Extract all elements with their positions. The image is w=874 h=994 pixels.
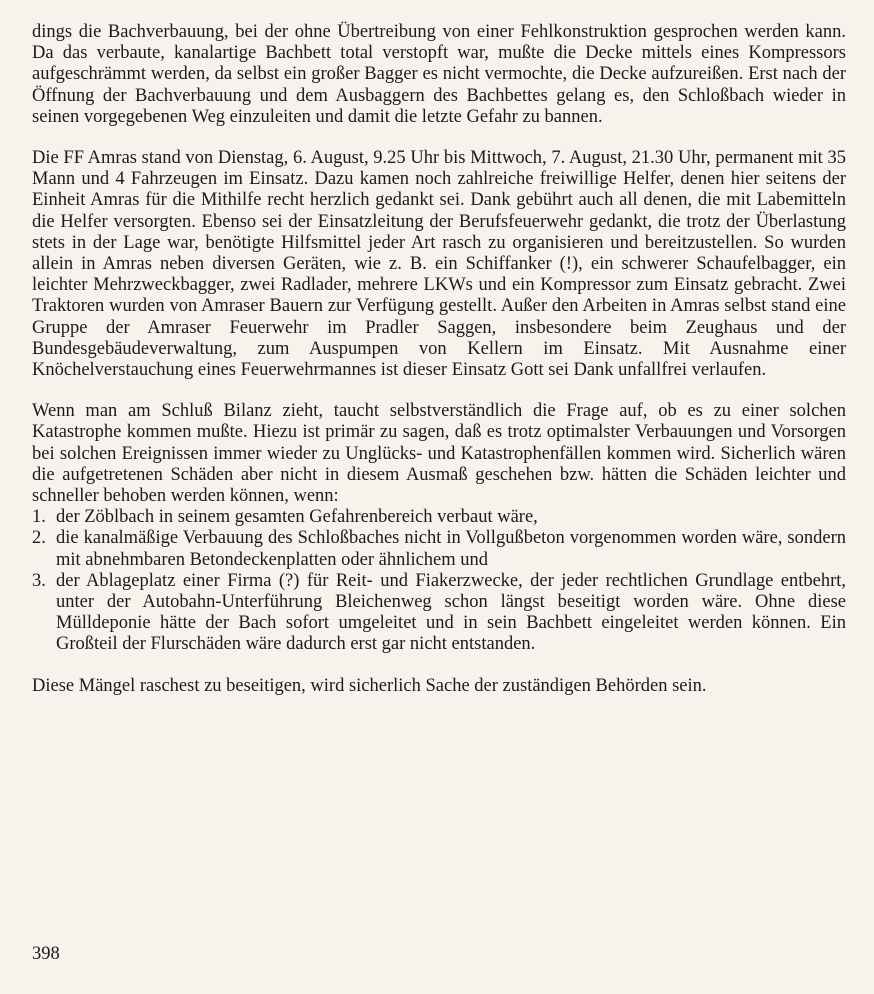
list-text: die kanalmäßige Verbauung des Schloßbaches nicht in Vollgußbeton vorgenommen worden wäre, sondern mit abnehmbaren Betondeckenplatten oder ähnlichem und — [56, 528, 846, 570]
list-text: der Zöblbach in seinem gesamten Gefahrenbereich verbaut wäre, — [56, 507, 538, 528]
document-page — [32, 22, 846, 697]
list-item — [32, 570, 846, 656]
list-number: 2. — [32, 528, 46, 549]
paragraph-ff-amras: Die FF Amras stand von Dienstag, 6. August, 9.25 Uhr bis Mittwoch, 7. August, 21.30 Uhr, permanent mit 35 Mann und 4 Fahrzeugen im Einsatz. Dazu kamen noch zahlreiche freiwillige Helfer, denen hier seitens der Einheit Amras für die Mithilfe recht herzlich gedankt sei. Dank gebührt auch all denen, die mit Labemitteln die Helfer versorgten. Ebenso sei der Einsatzleitung der Berufsfeuerwehr gedankt, die trotz der Überlastung stets in der Lage war, benötigte Hilfsmittel jeder Art rasch zu organisieren und bereitzustellen. So wurden allein in Amras neben diversen Geräten, wie z. B. ein Schiffanker (!), ein schwerer Schaufelbagger, ein leichter Mehrzweckbagger, zwei Radlader, mehrere LKWs und ein Kompressor zum Einsatz gebracht. Zwei Traktoren wurden von Amraser Bauern zur Verfügung gestellt. Außer den Arbeiten in Amras selbst stand eine Gruppe der Amraser Feuerwehr im Pradler Saggen, insbesondere beim Zeughaus und der Bundesgebäudeverwaltung, zum Auspumpen von Kellern im Einsatz. Mit Ausnahme einer Knöchelverstauchung eines Feuerwehrmannes ist dieser Einsatz Gott sei Dank unfallfrei verlaufen. — [32, 148, 846, 381]
page-number: 398 — [32, 944, 60, 964]
list-text: der Ablageplatz einer Firma (?) für Reit- und Fiakerzwecke, der jeder rechtlichen Grundlage entbehrt, unter der Autobahn-Unterführung Bleichenweg schon längst beseitigt worden wäre. Ohne diese Mülldeponie hätte der Bach sofort umgeleitet und in sein Bachbett eingeleitet werden können. Ein Großteil der Flurschäden wäre dadurch erst gar nicht entstanden. — [56, 570, 846, 655]
list-item — [32, 528, 846, 570]
paragraph-bilanz: Wenn man am Schluß Bilanz zieht, taucht selbstverständlich die Frage auf, ob es zu einer solchen Katastrophe kommen mußte. Hiezu ist primär zu sagen, daß es trotz optimalster Verbauungen und Vorsorgen bei solchen Ereignissen immer wieder zu Unglücks- und Katastrophenfällen kommen wird. Sicherlich wären die aufgetretenen Schäden aber nicht in diesem Ausmaß geschehen bzw. hätten die Schäden leichter und schneller behoben werden können, wenn: — [32, 401, 846, 507]
list-number: 3. — [32, 570, 46, 591]
list-number: 1. — [32, 507, 46, 528]
paragraph-flood-intro: dings die Bachverbauung, bei der ohne Übertreibung von einer Fehlkonstruktion gesprochen werden kann. Da das verbaute, kanalartige Bachbett total verstopft war, mußte die Decke mittels eines Kompressors aufgeschrämmt werden, da selbst ein großer Bagger es nicht vermochte, die Decke aufzureißen. Erst nach der Öffnung der Bachverbauung und dem Ausbaggern des Bachbettes gelang es, den Schloßbach wieder in seinen vorgegebenen Weg einzuleiten und damit die letzte Gefahr zu bannen. — [32, 22, 846, 127]
conditions-list — [32, 507, 846, 655]
paragraph-closing: Diese Mängel raschest zu beseitigen, wird sicherlich Sache der zuständigen Behörden sein. — [32, 675, 707, 696]
list-item — [32, 507, 846, 528]
